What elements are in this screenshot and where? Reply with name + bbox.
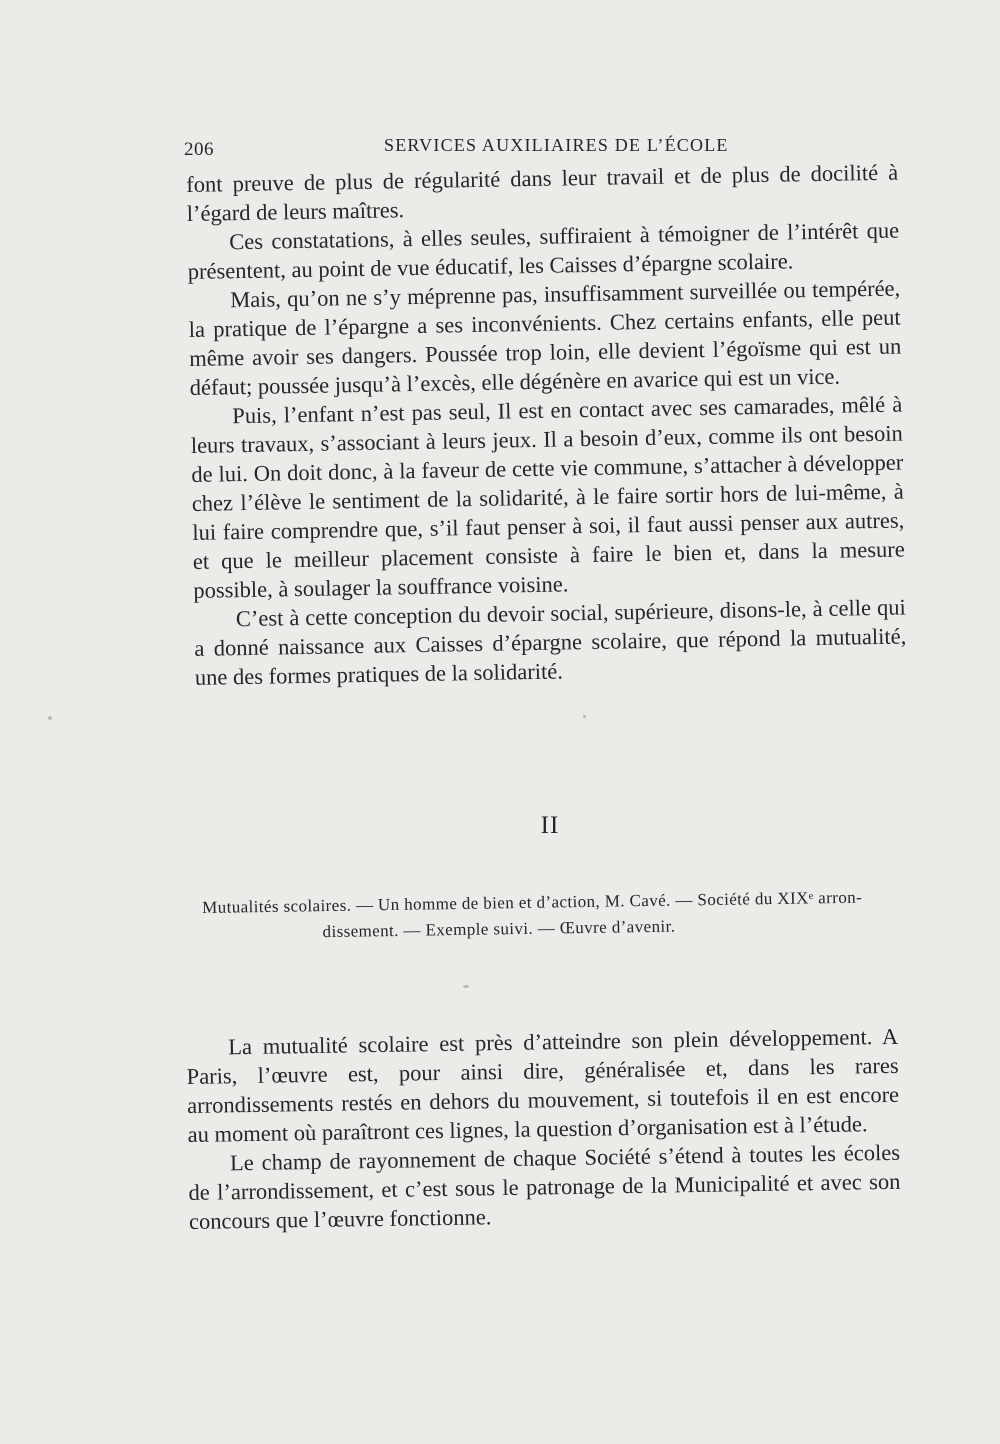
paper-speck [463, 985, 469, 988]
section-number: II [540, 812, 560, 839]
paragraph: Mais, qu’on ne s’y méprenne pas, insuffisamment surveillée ou tempérée, la pratique de l’épargne a ses inconvénients. Chez certains enfants, elle peut même avoir ses dangers. Poussée trop loin, elle devient l’égoïsme qui est un défaut; poussée jusqu’à l’excès, elle dégénère en avarice qui est un vice. [188, 275, 902, 400]
paper-speck [48, 716, 52, 720]
paragraph: Ces constatations, à elles seules, suffiraient à témoigner de l’intérêt que présentent, au point de vue éducatif, les Caisses d’épargne scolaire. [187, 217, 900, 284]
summary-line: Mutualités scolaires. — Un homme de bien et d’action, M. Cavé. — Société du XIXᵉ arron- [202, 887, 863, 917]
paragraph: C’est à cette conception du devoir social, supérieure, disons-le, à celle qui a donné naissance aux Caisses d’épargne scolaire, que répond la mutualité, une des formes pratiques de la solidarité. [194, 594, 907, 690]
running-head: SERVICES AUXILIAIRES DE L’ÉCOLE [384, 135, 729, 155]
paragraph: La mutualité scolaire est près d’atteindre son plein développement. A Paris, l’œuvre est, pour ainsi dire, généralisée et, dans les rares arrondissements restés en dehors du mouvement, si toutefois il en est encore au moment où paraîtront ces lignes, la question d’organisation est à l’étude. [186, 1023, 900, 1147]
paragraph: font preuve de plus de régularité dans leur travail et de plus de docilité à l’égard de leurs maîtres. [186, 159, 899, 226]
summary-line: dissement. — Exemple suivi. — Œuvre d’avenir. [322, 916, 676, 942]
paragraph: Le champ de rayonnement de chaque Société s’étend à toutes les écoles de l’arrondissement, et c’est sous le patronage de la Municipalité et avec son concours que l’œuvre fonctionne. [188, 1139, 901, 1234]
section-2-text [186, 1022, 901, 1236]
paper-speck [583, 715, 586, 718]
section-summary [202, 884, 908, 947]
page-number: 206 [184, 139, 214, 160]
section-1-text [186, 158, 907, 692]
paragraph: Puis, l’enfant n’est pas seul, Il est en contact avec ses camarades, mêlé à leurs travaux, s’associant à leurs jeux. Il a besoin d’eux, comme ils ont besoin de lui. On doit donc, à la faveur de cette vie commune, s’attacher à développer chez l’élève le sentiment de la solidarité, à le faire sortir hors de lui-même, à lui faire comprendre que, s’il faut penser à soi, il faut aussi penser aux autres, et que le meilleur placement consiste à faire le bien et, dans la mesure possible, à soulager la souffrance voisine. [190, 391, 905, 603]
